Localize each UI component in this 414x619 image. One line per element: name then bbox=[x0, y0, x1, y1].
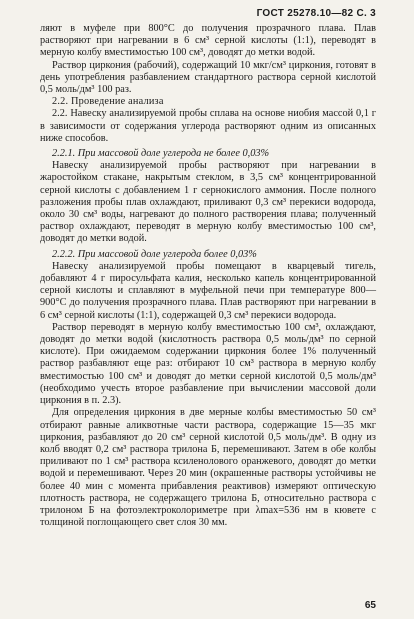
paragraph-2: Раствор циркония (рабочий), содержащий 10 мкг/см³ циркония, готовят в день употребления разбавлением стандартного раствора серной кислотой 0,5 моль/дм³ 100 раз. bbox=[40, 59, 376, 96]
section-heading: 2.2. Проведение анализа bbox=[52, 96, 164, 108]
subsection-heading-2-text: 2.2.2. При массовой доле углерода более 0,03% bbox=[52, 248, 257, 260]
paragraph-7: Для определения циркония в две мерные колбы вместимостью 50 см³ отбирают равные аликвотные части раствора, содержащие 15—35 мкг циркония, разбавляют до 20 см³ серной кислотой 0,5 моль/дм³. В одну из колб вводят 0,2 см³ раствора трилона Б, перемешивают. Затем в обе колбы приливают по 1 см³ раствора ксиленолового оранжевого, доводят до метки водой и перемешивают. Через 20 мин (окрашенные растворы устойчивы не более 40 мин с момента прибавления реактивов) измеряют оптическую плотность раствора, не содержащего трилона Б, относительно раствора с трилоном Б на фотоэлектроколориметре при λmax=536 нм в кювете с толщиной поглощающего свет слоя 30 мм. bbox=[40, 407, 376, 529]
paragraph-3: 2.2. Навеску анализируемой пробы сплава на основе ниобия массой 0,1 г в зависимости от содержания углерода растворяют одним из описанных ниже способов. bbox=[40, 108, 376, 144]
subsection-heading-1-text: 2.2.1. При массовой доле углерода не более 0,03% bbox=[52, 148, 270, 160]
paragraph-6: Раствор переводят в мерную колбу вместимостью 100 см³, охлаждают, доводят до метки водой (кислотность раствора 0,5 моль/дм³ по серной кислоте). При ожидаемом содержании циркония более 1% полученный раствор разбавляют еще раз: отбирают 10 см³ раствора в мерную колбу вместимостью 100 см³ и доводят до метки серной кислотой 0,5 моль/дм³ (необходимо учесть второе разбавление при вычислении массовой доли циркония в п. 2.3). bbox=[40, 321, 376, 407]
paragraph-1: ляют в муфеле при 800°С до получения прозрачного плава. Плав растворяют при нагревании в 6 см³ серной кислоты (1:1), переводят в мерную колбу вместимостью 100 см³, доводят до метки водой. bbox=[40, 23, 376, 59]
paragraph-4: Навеску анализируемой пробы растворяют при нагревании в жаростойком стакане, накрытым стеклом, в 3,5 см³ концентрированной серной кислоты с добавлением 1 г сернокислого аммония. После полного разложения пробы плав охлаждают, приливают 0,3 см³ перекиси водорода, около 30 см³ воды, нагревают до полного растворения плава; полученный раствор охлаждают, переводят в мерную колбу вместимостью 100 см³, доводят до метки водой. bbox=[40, 160, 376, 245]
page-number: 65 bbox=[364, 600, 376, 611]
subsection-heading-2 bbox=[40, 249, 376, 261]
document-body bbox=[40, 23, 376, 529]
page-header: ГОСТ 25278.10—82 С. 3 bbox=[256, 8, 376, 19]
subsection-heading-1 bbox=[40, 148, 376, 160]
paragraph-5: Навеску анализируемой пробы помещают в кварцевый тигель, добавляют 4 г пиросульфата калия, несколько капель концентрированной серной кислоты и сплавляют в муфельной печи при температуре 800—900°С до получения прозрачного плава. Плав растворяют при нагревании в 6 см³ серной кислоты (1:1), содержащей 0,3 см³ перекиси водорода. bbox=[40, 260, 376, 321]
